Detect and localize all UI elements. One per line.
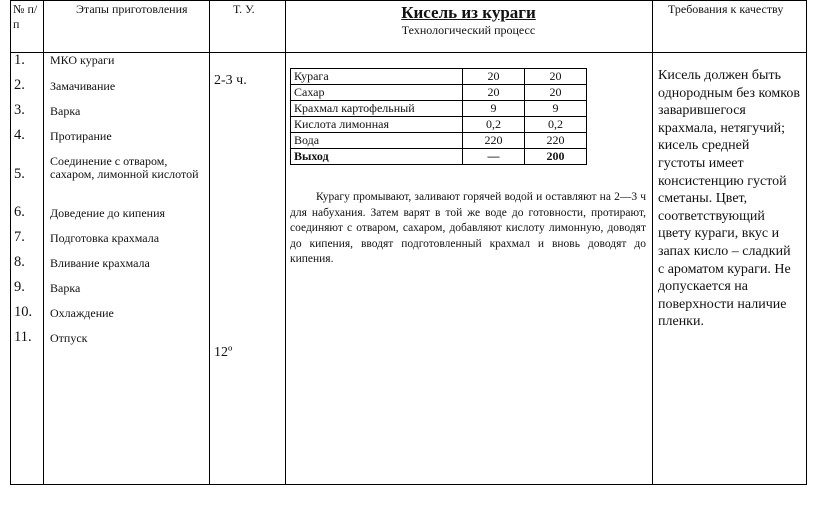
total-label: Выход <box>291 149 463 165</box>
step-label: Вливание крахмала <box>50 256 150 270</box>
ingredient-gross: 0,2 <box>463 117 525 133</box>
step-label: Охлаждение <box>50 306 114 320</box>
step-label: Соединение с отваром, сахаром, лимонной кислотой <box>50 154 199 181</box>
page-subtitle: Технологический процесс <box>401 23 536 37</box>
step-label: Отпуск <box>50 331 88 345</box>
step-number: 7. <box>14 229 25 245</box>
page-title: Кисель из кураги <box>401 3 536 22</box>
table-row <box>291 69 587 85</box>
step-label: Замачивание <box>50 79 116 93</box>
ingredient-name: Курага <box>291 69 463 85</box>
ingredient-net: 20 <box>525 85 587 101</box>
ingredient-name: Сахар <box>291 85 463 101</box>
ingredients-table <box>290 68 587 165</box>
header-divider <box>10 52 807 53</box>
step-label: Доведение до кипения <box>50 206 166 220</box>
ingredient-gross: 20 <box>463 69 525 85</box>
ingredient-name: Крахмал картофельный <box>291 101 463 117</box>
table-row <box>291 117 587 133</box>
step-number: 11. <box>14 329 32 345</box>
process-description: Курагу промывают, заливают горячей водой и оставляют на 2—3 ч для набухания. Затем варят в той же воде до готовности, протирают, соединяют с отваром, сахаром, добавляют кислоту лимонную, доводят до кипения, вводят подготовленный крахмал и вновь доводят до кипения. <box>290 191 646 265</box>
table-row <box>291 101 587 117</box>
table-row <box>291 133 587 149</box>
column-header-tu: Т. У. <box>233 2 255 16</box>
ingredient-name: Кислота лимонная <box>291 117 463 133</box>
column-header-number: № п/п <box>13 2 38 31</box>
step-number: 3. <box>14 102 25 118</box>
step-number: 10. <box>14 304 33 320</box>
step-number: 9. <box>14 279 25 295</box>
column-divider <box>209 0 210 484</box>
ingredient-gross: 9 <box>463 101 525 117</box>
ingredient-net: 0,2 <box>525 117 587 133</box>
step-number: 6. <box>14 204 25 220</box>
ingredient-net: 20 <box>525 69 587 85</box>
step-number: 5. <box>14 166 25 182</box>
step-number: 2. <box>14 77 25 93</box>
step-label: Варка <box>50 104 81 118</box>
step-label: Протирание <box>50 129 112 143</box>
table-row-total <box>291 149 587 165</box>
step-number: 1. <box>14 52 25 68</box>
table-border-left <box>10 0 11 484</box>
tu-temperature: 12º <box>214 345 233 360</box>
column-divider <box>652 0 653 484</box>
ingredient-net: 9 <box>525 101 587 117</box>
quality-requirements: Кисель должен быть однородным без комков заварившегося крахмала, нетягучий; кисель средней густоты имеет консистенцию густой сметаны. Цвет, соответствующий цвету кураги, вкус и запах кисло – сладкий с ароматом кураги. Не допускается на поверхности наличие пленки. <box>658 68 800 330</box>
table-border-top <box>10 0 807 1</box>
total-net: 200 <box>525 149 587 165</box>
ingredient-gross: 220 <box>463 133 525 149</box>
ingredient-net: 220 <box>525 133 587 149</box>
ingredient-gross: 20 <box>463 85 525 101</box>
column-header-steps: Этапы приготовления <box>76 2 188 16</box>
step-label: Варка <box>50 281 81 295</box>
step-number: 8. <box>14 254 25 270</box>
table-border-right <box>806 0 807 484</box>
column-divider <box>43 0 44 484</box>
step-label: Подготовка крахмала <box>50 231 160 245</box>
column-divider <box>285 0 286 484</box>
step-number: 4. <box>14 127 25 143</box>
total-gross: — <box>463 149 525 165</box>
tu-time: 2-3 ч. <box>214 73 247 88</box>
ingredient-name: Вода <box>291 133 463 149</box>
column-header-quality: Требования к качеству <box>668 2 784 16</box>
table-row <box>291 85 587 101</box>
step-label: МКО кураги <box>50 53 115 67</box>
table-border-bottom <box>10 484 807 485</box>
